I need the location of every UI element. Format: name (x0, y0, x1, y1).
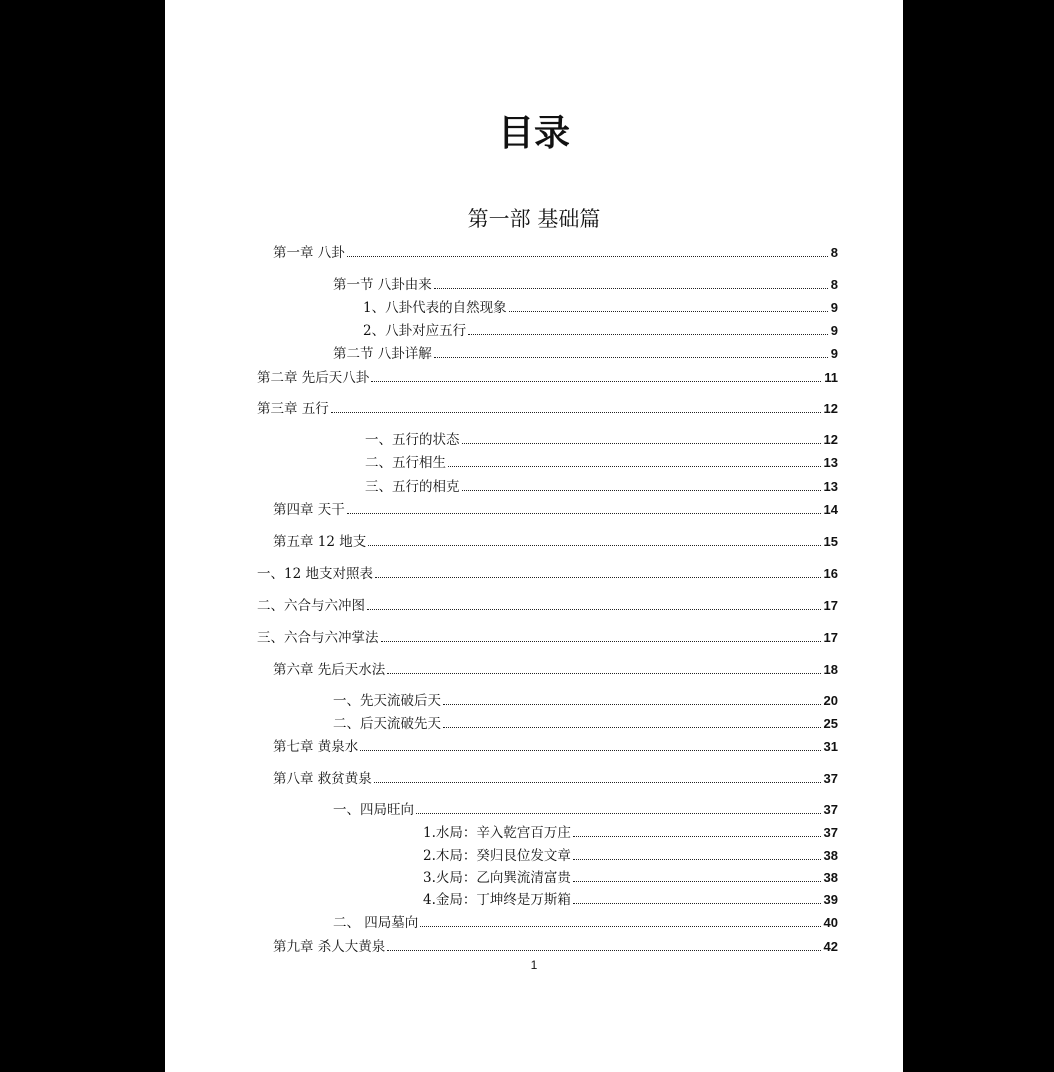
dot-leader (420, 926, 820, 927)
toc-entry[interactable] (257, 594, 838, 614)
toc-entry[interactable] (363, 296, 838, 316)
toc-entry-page: 8 (830, 245, 838, 260)
toc-entry[interactable] (273, 498, 838, 518)
toc-entry-page: 40 (823, 915, 838, 930)
page-number: 1 (530, 958, 538, 972)
dot-leader (367, 609, 821, 610)
toc-entry[interactable] (257, 562, 838, 582)
toc-entry[interactable] (333, 273, 838, 293)
toc-entry[interactable] (273, 530, 838, 550)
toc-entry[interactable] (257, 397, 838, 417)
dot-leader (462, 490, 821, 491)
toc-entry-label: 2、八卦对应五行 (363, 323, 467, 339)
dot-leader (381, 641, 821, 642)
toc-entry-label: 二、 四局墓向 (333, 915, 419, 931)
toc-entry[interactable] (423, 888, 838, 908)
toc-entry-label: 第四章 天干 (273, 502, 345, 518)
toc-entry[interactable] (333, 911, 838, 931)
toc-entry[interactable] (363, 319, 838, 339)
dot-leader (573, 881, 821, 882)
toc-entry-label: 二、五行相生 (365, 455, 446, 471)
toc-entry-page: 12 (823, 432, 838, 447)
part-title: 第一部 基础篇 (467, 207, 601, 231)
toc-entry-label: 一、四局旺向 (333, 802, 414, 818)
toc-entry-page: 37 (823, 771, 838, 786)
toc-entry-page: 38 (823, 870, 838, 885)
dot-leader (448, 466, 821, 467)
toc-entry-label: 第六章 先后天水法 (273, 662, 386, 678)
toc-entry-page: 25 (823, 716, 838, 731)
toc-entry[interactable] (273, 935, 838, 955)
toc-entry-label: 一、五行的状态 (365, 432, 460, 448)
dot-leader (347, 513, 821, 514)
toc-entry-label: 第五章 12 地支 (273, 534, 367, 550)
toc-entry-page: 16 (823, 566, 838, 581)
toc-entry[interactable] (423, 866, 838, 886)
toc-entry[interactable] (273, 658, 838, 678)
toc-entry-page: 38 (823, 848, 838, 863)
dot-leader (387, 950, 820, 951)
dot-leader (509, 311, 828, 312)
toc-title: 目录 (497, 113, 570, 154)
toc-entry-label: 一、先天流破后天 (333, 693, 441, 709)
toc-entry[interactable] (423, 821, 838, 841)
toc-entry-label: 1.水局：辛入乾宫百万庄 (423, 825, 571, 841)
toc-entry-page: 9 (830, 323, 838, 338)
toc-entry-page: 20 (823, 693, 838, 708)
toc-entry-label: 第二章 先后天八卦 (257, 370, 370, 386)
toc-entry-page: 11 (824, 370, 838, 385)
toc-entry-page: 17 (823, 630, 838, 645)
toc-entry-page: 13 (823, 479, 838, 494)
dot-leader (443, 704, 821, 705)
dot-leader (573, 836, 821, 837)
toc-entry[interactable] (273, 241, 838, 261)
dot-leader (468, 334, 828, 335)
toc-entry[interactable] (257, 626, 838, 646)
toc-entry-page: 12 (823, 401, 838, 416)
toc-entry-page: 31 (823, 739, 838, 754)
toc-entry[interactable] (365, 428, 838, 448)
dot-leader (387, 673, 820, 674)
toc-entry-label: 第一章 八卦 (273, 245, 345, 261)
toc-entry-page: 9 (830, 346, 838, 361)
toc-entry-label: 1、八卦代表的自然现象 (363, 300, 507, 316)
toc-entry-page: 42 (823, 939, 838, 954)
toc-entry-page: 14 (823, 502, 838, 517)
toc-entry[interactable] (365, 475, 838, 495)
toc-entry[interactable] (365, 451, 838, 471)
toc-entry-page: 37 (823, 825, 838, 840)
toc-entry[interactable] (273, 767, 838, 787)
toc-entry[interactable] (333, 689, 838, 709)
dot-leader (375, 577, 821, 578)
toc-entry-page: 39 (823, 892, 838, 907)
dot-leader (573, 859, 821, 860)
dot-leader (434, 357, 828, 358)
toc-entry[interactable] (333, 712, 838, 732)
document-page (165, 0, 903, 1072)
dot-leader (573, 903, 821, 904)
toc-entry-page: 9 (830, 300, 838, 315)
dot-leader (443, 727, 821, 728)
toc-entry[interactable] (423, 844, 838, 864)
toc-entry-label: 第一节 八卦由来 (333, 277, 432, 293)
toc-entry-label: 3.火局：乙向巽流清富贵 (423, 870, 571, 886)
toc-entry[interactable] (333, 342, 838, 362)
toc-entry-label: 二、后天流破先天 (333, 716, 441, 732)
toc-entry[interactable] (257, 366, 838, 386)
toc-entry[interactable] (333, 798, 838, 818)
toc-entry-page: 37 (823, 802, 838, 817)
toc-entry-page: 17 (823, 598, 838, 613)
dot-leader (434, 288, 828, 289)
toc-entry-label: 三、五行的相克 (365, 479, 460, 495)
toc-entry-label: 一、12 地支对照表 (257, 566, 373, 582)
dot-leader (360, 750, 820, 751)
dot-leader (331, 412, 821, 413)
dot-leader (347, 256, 828, 257)
toc-entry-label: 第三章 五行 (257, 401, 329, 417)
toc-entry-page: 13 (823, 455, 838, 470)
toc-entry-label: 第二节 八卦详解 (333, 346, 432, 362)
toc-entry-page: 18 (823, 662, 838, 677)
toc-entry-label: 2.木局：癸归艮位发文章 (423, 848, 571, 864)
toc-entry-label: 三、六合与六冲掌法 (257, 630, 379, 646)
toc-entry-label: 第九章 杀人大黄泉 (273, 939, 386, 955)
toc-entry-label: 二、六合与六冲图 (257, 598, 365, 614)
toc-entry-page: 8 (830, 277, 838, 292)
dot-leader (374, 782, 821, 783)
toc-entry-label: 4.金局：丁坤终是万斯箱 (423, 892, 571, 908)
toc-entry-label: 第八章 救贫黄泉 (273, 771, 372, 787)
dot-leader (368, 545, 820, 546)
toc-entry-page: 15 (823, 534, 838, 549)
dot-leader (371, 381, 821, 382)
dot-leader (462, 443, 821, 444)
dot-leader (416, 813, 821, 814)
toc-entry[interactable] (273, 735, 838, 755)
toc-entry-label: 第七章 黄泉水 (273, 739, 359, 755)
